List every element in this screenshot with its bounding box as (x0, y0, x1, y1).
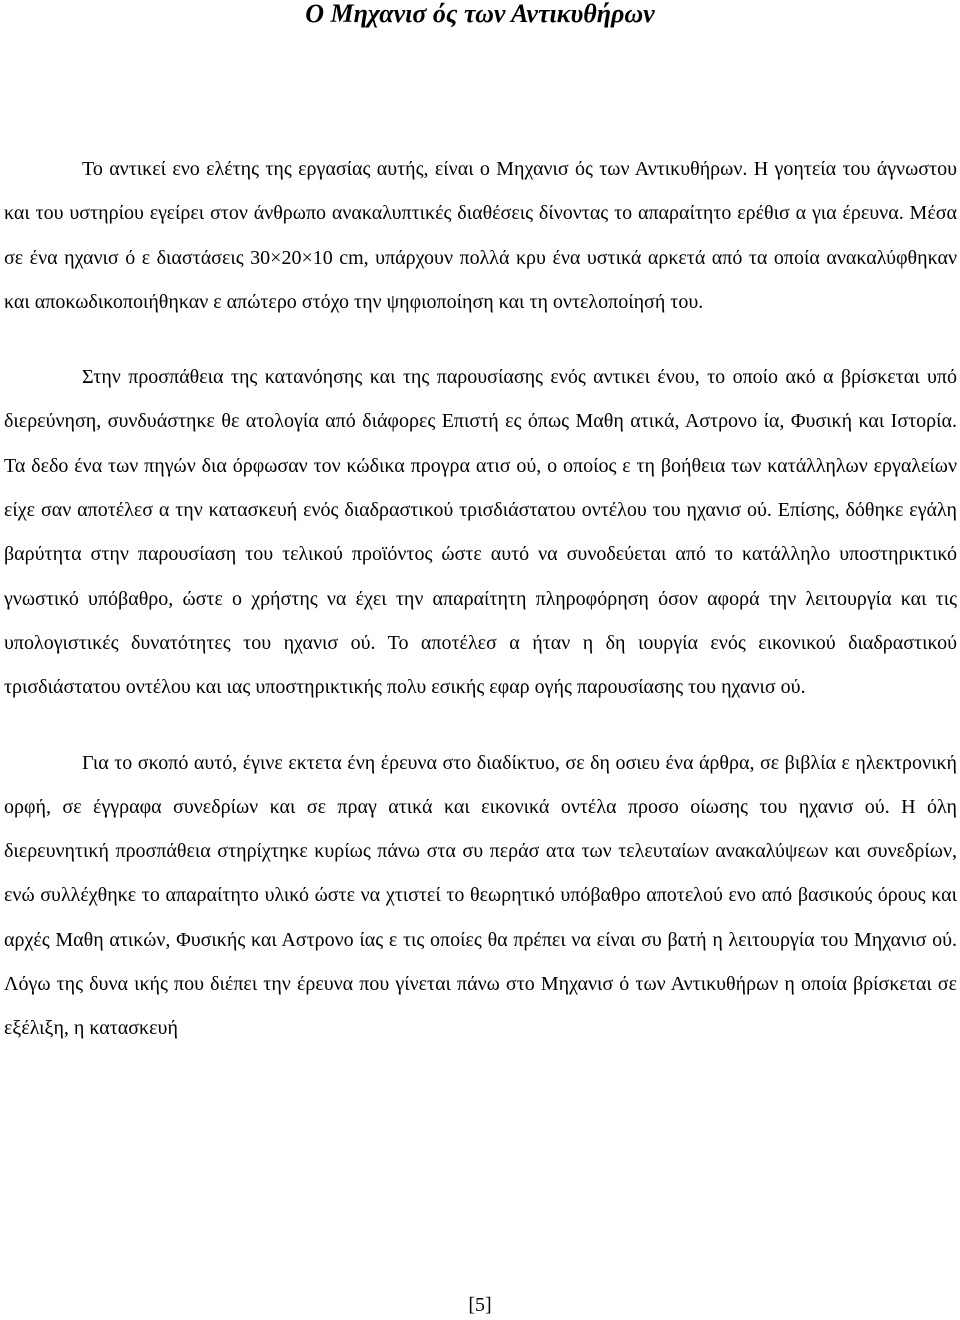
paragraph: Στην προσπάθεια της κατανόησης και της παρουσίασης ενός αντικει ένου, το οποίο ακό α βρίσκεται υπό διερεύνηση, συνδυάστηκε θε ατολογία από διάφορες Επιστή ες όπως Μαθη ατικά, Αστρονο ία, Φυσική και Ιστορία. Τα δεδο ένα των πηγών δια όρφωσαν τον κώδικα προγρα ατισ ού, ο οποίος ε τη βοήθεια των κατάλληλων εργαλείων είχε σαν αποτέλεσ α την κατασκευή ενός διαδραστικού τρισδιάστατου οντέλου του ηχανισ ού. Επίσης, δόθηκε εγάλη βαρύτητα στην παρουσίαση του τελικού προϊόντος ώστε αυτό να συνοδεύεται από το κατάλληλο υποστηρικτικό γνωστικό υπόβαθρο, ώστε ο χρήστης να έχει την απαραίτητη πληροφόρηση όσον αφορά την λειτουργία και τις υπολογιστικές δυνατότητες του ηχανισ ού. Το αποτέλεσ α ήταν η δη ιουργία ενός εικονικού διαδραστικού τρισδιάστατου οντέλου και ιας υποστηρικτικής πολυ εσικής εφαρ ογής παρουσίασης του ηχανισ ού. (4, 366, 957, 699)
document-body (4, 147, 957, 1051)
page-number: [5] (468, 1294, 492, 1316)
paragraph: Για το σκοπό αυτό, έγινε εκτετα ένη έρευνα στο διαδίκτυο, σε δη οσιευ ένα άρθρα, σε βιβλία ε ηλεκτρονική ορφή, σε έγγραφα συνεδρίων και σε πραγ ατικά και εικονικά οντέλα προσο οίωσης του ηχανισ ού. Η όλη διερευνητική προσπάθεια στηρίχτηκε κυρίως πάνω στα συ περάσ ατα των τελευταίων ανακαλύψεων και συνεδρίων, ενώ συλλέχθηκε το απαραίτητο υλικό ώστε να χτιστεί το θεωρητικό υπόβαθρο αποτελού ενο από βασικούς όρους και αρχές Μαθη ατικών, Φυσικής και Αστρονο ίας ε τις οποίες θα πρέπει να είναι συ βατή η λειτουργία του Μηχανισ ού. Λόγω της δυνα ικής που διέπει την έρευνα που γίνεται πάνω στο Μηχανισ ό των Αντικυθήρων η οποία βρίσκεται σε εξέλιξη, η κατασκευή (4, 751, 957, 1040)
document-title: Ο Μηχανισ ός των Αντικυθήρων (305, 0, 655, 28)
paragraph: Το αντικεί ενο ελέτης της εργασίας αυτής, είναι ο Μηχανισ ός των Αντικυθήρων. Η γοητεία του άγνωστου και του υστηρίου εγείρει στον άνθρωπο ανακαλυπτικές διαθέσεις δίνοντας το απαραίτητο ερέθισ α για έρευνα. Μέσα σε ένα ηχανισ ό ε διαστάσεις 30×20×10 cm, υπάρχουν πολλά κρυ ένα υστικά αρκετά από τα οποία ανακαλύφθηκαν και αποκωδικοποιήθηκαν ε απώτερο στόχο την ψηφιοποίηση και τη οντελοποίησή του. (4, 158, 957, 313)
